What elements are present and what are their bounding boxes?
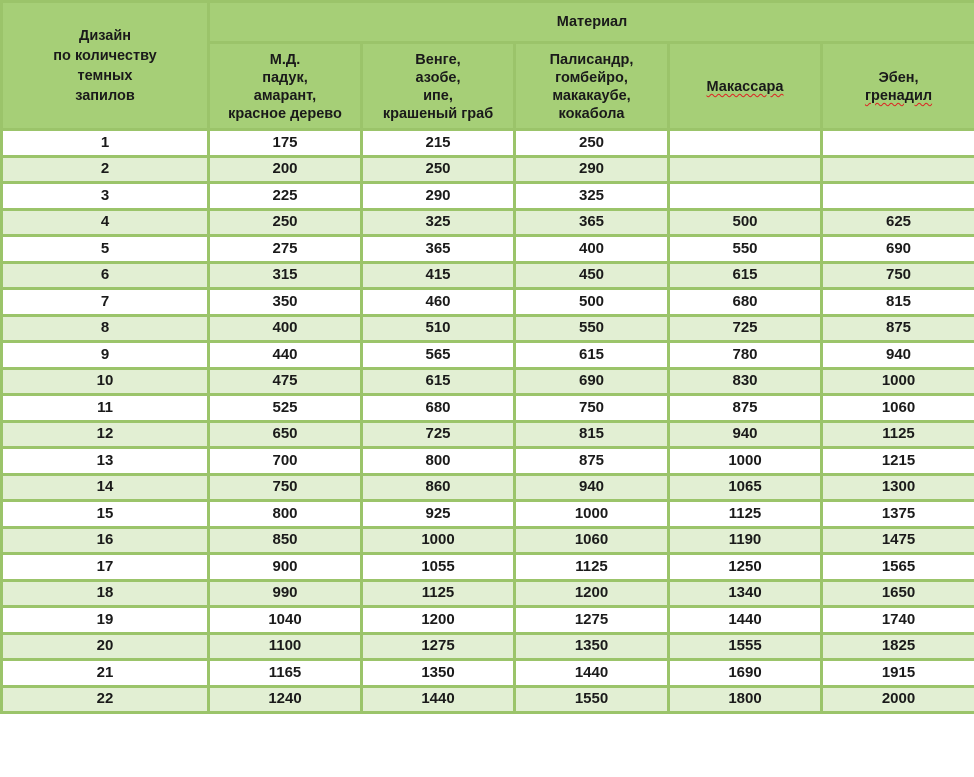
price-cell: 1000 [669, 448, 822, 475]
price-cell: 1440 [362, 686, 515, 713]
price-cell: 860 [362, 474, 515, 501]
price-cell: 350 [209, 289, 362, 316]
price-cell: 1375 [822, 501, 974, 528]
price-cell [822, 183, 974, 210]
table-row [2, 156, 974, 183]
table-row [2, 342, 974, 369]
price-cell: 1915 [822, 660, 974, 687]
table-row [2, 183, 974, 210]
price-cell: 1000 [515, 501, 669, 528]
price-cell: 1300 [822, 474, 974, 501]
price-cell: 1350 [362, 660, 515, 687]
price-cell: 1000 [822, 368, 974, 395]
price-cell: 440 [209, 342, 362, 369]
price-cell: 1055 [362, 554, 515, 581]
price-cell [822, 130, 974, 157]
table-row [2, 262, 974, 289]
material-column-header: М.Д. падук, амарант, красное дерево [209, 43, 362, 130]
price-cell: 290 [362, 183, 515, 210]
design-cell: 6 [2, 262, 209, 289]
price-cell: 1340 [669, 580, 822, 607]
table-row [2, 580, 974, 607]
design-column-header [2, 2, 209, 130]
price-cell: 1800 [669, 686, 822, 713]
design-cell: 4 [2, 209, 209, 236]
price-cell: 200 [209, 156, 362, 183]
price-cell: 650 [209, 421, 362, 448]
price-cell: 925 [362, 501, 515, 528]
price-cell [669, 183, 822, 210]
price-cell: 1200 [362, 607, 515, 634]
price-cell: 1065 [669, 474, 822, 501]
price-cell: 875 [515, 448, 669, 475]
table-row [2, 607, 974, 634]
price-cell: 1125 [515, 554, 669, 581]
price-cell: 1000 [362, 527, 515, 554]
price-cell: 225 [209, 183, 362, 210]
table-row [2, 633, 974, 660]
price-cell: 1200 [515, 580, 669, 607]
material-column-header: Макассара [669, 43, 822, 130]
price-cell: 1165 [209, 660, 362, 687]
table-row [2, 368, 974, 395]
price-cell: 1040 [209, 607, 362, 634]
price-cell: 450 [515, 262, 669, 289]
price-cell: 1275 [362, 633, 515, 660]
price-cell: 2000 [822, 686, 974, 713]
price-cell: 325 [362, 209, 515, 236]
price-cell: 1060 [515, 527, 669, 554]
price-cell: 400 [209, 315, 362, 342]
price-cell: 725 [669, 315, 822, 342]
price-cell: 290 [515, 156, 669, 183]
material-column-header: Палисандр, гомбейро, макакаубе, кокабола [515, 43, 669, 130]
price-cell: 1550 [515, 686, 669, 713]
price-cell [822, 156, 974, 183]
price-cell: 615 [515, 342, 669, 369]
price-cell: 700 [209, 448, 362, 475]
price-cell: 1650 [822, 580, 974, 607]
price-cell: 1555 [669, 633, 822, 660]
price-cell: 1475 [822, 527, 974, 554]
price-cell: 625 [822, 209, 974, 236]
price-cell [669, 156, 822, 183]
price-cell: 1740 [822, 607, 974, 634]
price-cell: 415 [362, 262, 515, 289]
price-cell: 400 [515, 236, 669, 263]
price-cell: 990 [209, 580, 362, 607]
price-cell: 475 [209, 368, 362, 395]
price-cell: 1250 [669, 554, 822, 581]
price-cell: 875 [822, 315, 974, 342]
material-column-header: Венге, азобе, ипе, крашеный граб [362, 43, 515, 130]
price-cell: 275 [209, 236, 362, 263]
table-row [2, 315, 974, 342]
price-cell: 365 [362, 236, 515, 263]
price-cell: 725 [362, 421, 515, 448]
price-cell: 1125 [362, 580, 515, 607]
price-cell: 1215 [822, 448, 974, 475]
price-cell: 1060 [822, 395, 974, 422]
design-cell: 18 [2, 580, 209, 607]
price-cell: 315 [209, 262, 362, 289]
table-row [2, 209, 974, 236]
table-row [2, 236, 974, 263]
design-cell: 15 [2, 501, 209, 528]
material-group-header: Материал [209, 2, 974, 43]
price-cell: 1125 [822, 421, 974, 448]
design-cell: 19 [2, 607, 209, 634]
price-cell: 780 [669, 342, 822, 369]
design-cell: 20 [2, 633, 209, 660]
price-cell: 1100 [209, 633, 362, 660]
price-cell: 830 [669, 368, 822, 395]
price-cell: 250 [515, 130, 669, 157]
design-cell: 5 [2, 236, 209, 263]
design-cell: 17 [2, 554, 209, 581]
price-cell: 1565 [822, 554, 974, 581]
price-cell: 680 [669, 289, 822, 316]
price-cell: 690 [515, 368, 669, 395]
price-cell: 940 [515, 474, 669, 501]
price-cell: 1190 [669, 527, 822, 554]
price-cell: 565 [362, 342, 515, 369]
price-cell: 940 [669, 421, 822, 448]
price-cell: 500 [515, 289, 669, 316]
design-cell: 16 [2, 527, 209, 554]
price-cell: 175 [209, 130, 362, 157]
design-cell: 8 [2, 315, 209, 342]
table-row [2, 554, 974, 581]
price-cell: 800 [209, 501, 362, 528]
price-cell: 1275 [515, 607, 669, 634]
table-body [2, 130, 974, 713]
price-cell: 815 [822, 289, 974, 316]
price-cell: 525 [209, 395, 362, 422]
price-cell: 900 [209, 554, 362, 581]
price-cell: 750 [515, 395, 669, 422]
design-cell: 22 [2, 686, 209, 713]
table-row [2, 395, 974, 422]
design-cell: 21 [2, 660, 209, 687]
price-cell: 1690 [669, 660, 822, 687]
price-cell: 325 [515, 183, 669, 210]
design-cell: 12 [2, 421, 209, 448]
table-row [2, 130, 974, 157]
design-header-line: по количеству [53, 47, 157, 64]
design-cell: 11 [2, 395, 209, 422]
table-row [2, 660, 974, 687]
price-cell: 460 [362, 289, 515, 316]
table-row [2, 527, 974, 554]
table-row [2, 421, 974, 448]
table-row [2, 474, 974, 501]
price-cell: 1125 [669, 501, 822, 528]
price-cell: 1440 [669, 607, 822, 634]
material-column-header: Эбен, гренадил [822, 43, 974, 130]
price-cell: 800 [362, 448, 515, 475]
price-cell: 510 [362, 315, 515, 342]
price-cell: 940 [822, 342, 974, 369]
price-cell: 250 [209, 209, 362, 236]
price-cell: 680 [362, 395, 515, 422]
price-cell: 550 [515, 315, 669, 342]
design-cell: 14 [2, 474, 209, 501]
price-cell: 1240 [209, 686, 362, 713]
price-cell [669, 130, 822, 157]
price-cell: 875 [669, 395, 822, 422]
price-cell: 215 [362, 130, 515, 157]
price-cell: 500 [669, 209, 822, 236]
price-cell: 365 [515, 209, 669, 236]
price-cell: 750 [209, 474, 362, 501]
design-cell: 2 [2, 156, 209, 183]
table-row [2, 289, 974, 316]
price-cell: 615 [669, 262, 822, 289]
price-cell: 815 [515, 421, 669, 448]
table-row [2, 501, 974, 528]
table-row [2, 448, 974, 475]
design-cell: 10 [2, 368, 209, 395]
design-cell: 3 [2, 183, 209, 210]
price-cell: 1350 [515, 633, 669, 660]
price-cell: 250 [362, 156, 515, 183]
design-cell: 1 [2, 130, 209, 157]
price-cell: 1440 [515, 660, 669, 687]
design-header-line: темных [77, 67, 133, 84]
price-cell: 690 [822, 236, 974, 263]
price-cell: 750 [822, 262, 974, 289]
table-header [2, 2, 974, 130]
price-cell: 550 [669, 236, 822, 263]
design-cell: 9 [2, 342, 209, 369]
design-cell: 7 [2, 289, 209, 316]
table-row [2, 686, 974, 713]
price-cell: 1825 [822, 633, 974, 660]
design-header-line: Дизайн [79, 27, 131, 44]
design-header-line: запилов [75, 87, 135, 104]
price-cell: 850 [209, 527, 362, 554]
price-cell: 615 [362, 368, 515, 395]
design-cell: 13 [2, 448, 209, 475]
